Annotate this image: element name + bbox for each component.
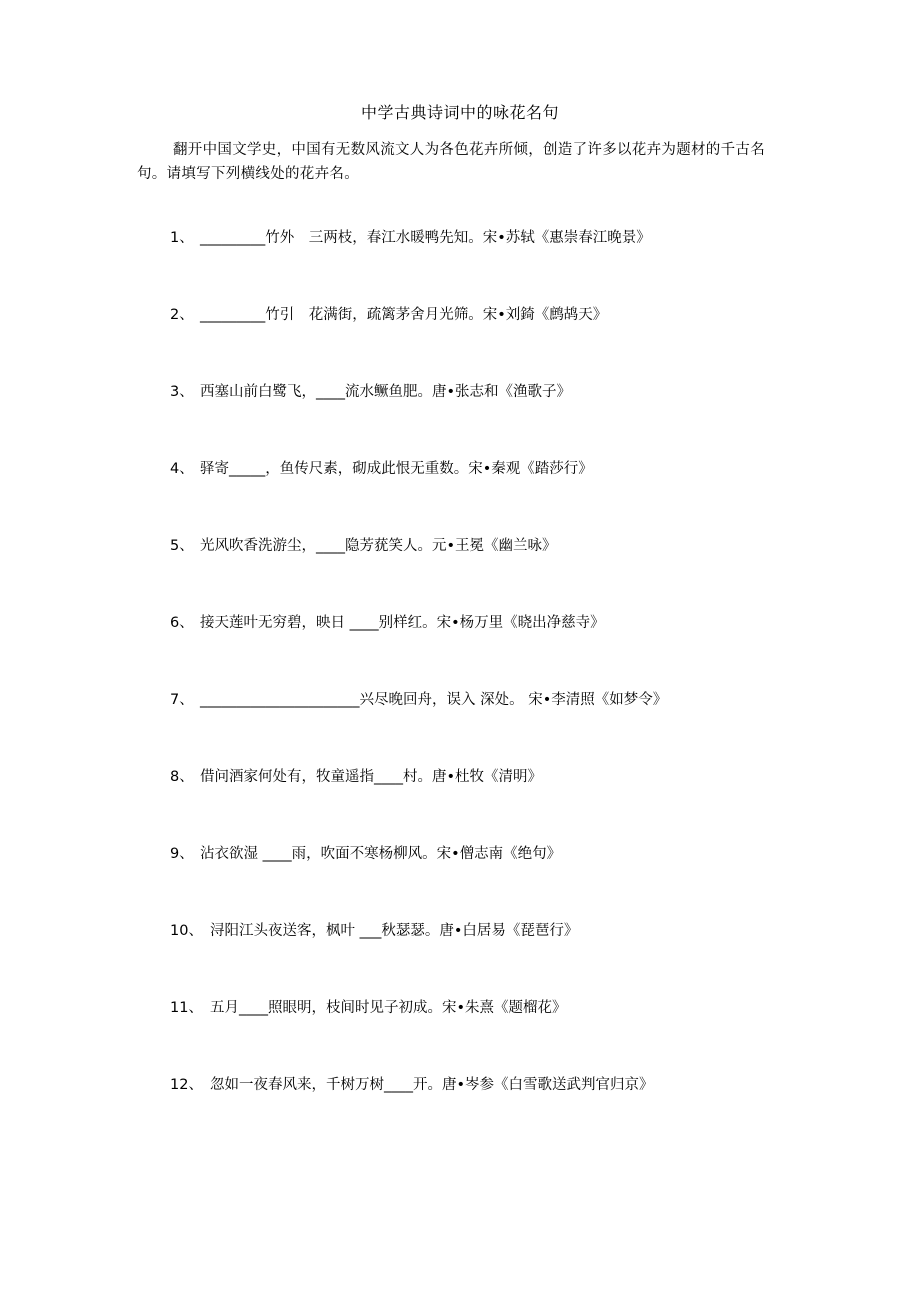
question-number: 8、	[170, 769, 194, 785]
question-text: 接天莲叶无穷碧，映日 ____别样红。宋•杨万里《晓出净慈寺》	[200, 615, 605, 631]
question-text: 借问酒家何处有，牧童遥指____村。唐•杜牧《清明》	[200, 769, 543, 785]
question-number: 2、	[170, 307, 194, 323]
question-number: 10、	[170, 923, 203, 939]
question-number: 6、	[170, 615, 194, 631]
question-item	[170, 534, 810, 611]
intro-paragraph: 翻开中国文学史，中国有无数风流文人为各色花卉所倾，创造了许多以花卉为题材的千古名句。请填写下列横线处的花卉名。	[137, 142, 765, 182]
question-item	[170, 226, 810, 303]
question-number: 11、	[170, 1000, 203, 1016]
question-text: _________竹外 三两枝，春江水暖鸭先知。宋•苏轼《惠崇春江晚景》	[200, 230, 651, 246]
question-number: 1、	[170, 230, 194, 246]
question-number: 12、	[170, 1077, 203, 1093]
question-item	[170, 1073, 810, 1150]
question-text: ______________________兴尽晚回舟，误入 深处。 宋•李清照《如梦令》	[200, 692, 668, 708]
question-item	[170, 842, 810, 919]
question-item	[170, 688, 810, 765]
document-title: 中学古典诗词中的咏花名句	[360, 103, 559, 122]
question-item	[170, 611, 810, 688]
question-list	[170, 226, 810, 1150]
question-text: _________竹引 花满街，疏篱茅舍月光筛。宋•刘錡《鹧鸪天》	[200, 307, 608, 323]
question-item	[170, 996, 810, 1073]
question-number: 9、	[170, 846, 194, 862]
question-text: 光风吹香洗游尘，____隐芳莸笑人。元•王冕《幽兰咏》	[200, 538, 557, 554]
question-number: 4、	[170, 461, 194, 477]
question-text: 沾衣欲湿 ____雨，吹面不寒杨柳风。宋•僧志南《绝句》	[200, 846, 562, 862]
question-text: 驿寄_____，鱼传尺素，砌成此恨无重数。宋•秦观《踏莎行》	[200, 461, 593, 477]
question-text: 忽如一夜春风来，千树万树____开。唐•岑参《白雪歌送武判官归京》	[210, 1077, 654, 1093]
question-number: 7、	[170, 692, 194, 708]
question-item	[170, 303, 810, 380]
question-text: 五月____照眼明，枝间时见子初成。宋•朱熹《题榴花》	[210, 1000, 567, 1016]
question-item	[170, 919, 810, 996]
question-number: 5、	[170, 538, 194, 554]
question-item	[170, 457, 810, 534]
question-text: 西塞山前白鹭飞，____流水鳜鱼肥。唐•张志和《渔歌子》	[200, 384, 572, 400]
question-text: 浔阳江头夜送客，枫叶 ___秋瑟瑟。唐•白居易《琵琶行》	[210, 923, 579, 939]
question-number: 3、	[170, 384, 194, 400]
question-item	[170, 765, 810, 842]
question-item	[170, 380, 810, 457]
